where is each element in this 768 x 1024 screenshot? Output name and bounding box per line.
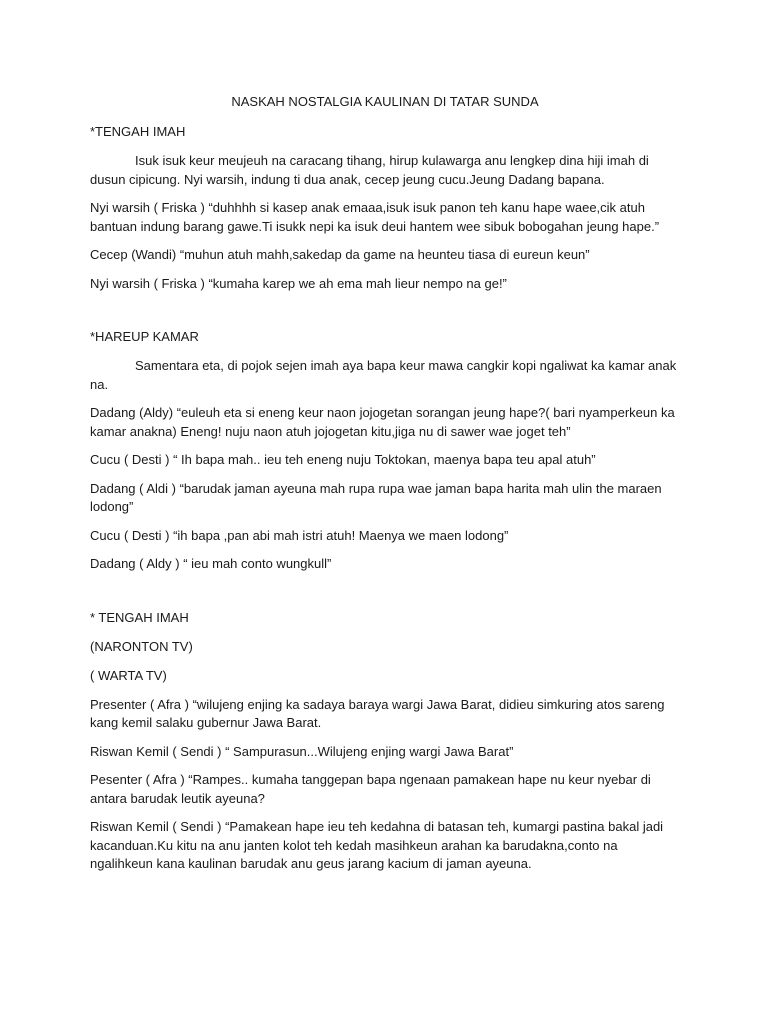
dialogue-line: Riswan Kemil ( Sendi ) “ Sampurasun...Wilujeng enjing wargi Jawa Barat” — [90, 743, 514, 759]
dialogue-line: Nyi warsih ( Friska ) “duhhhh si kasep anak emaaa,isuk isuk panon teh kanu hape waee,cik atuh bantuan indung barang gawe.Ti isukk nepi ka isuk deui hantem wee sibuk bobogahan jeung hape.” — [90, 200, 660, 234]
scene-heading-hareup-kamar: *HAREUP KAMAR — [90, 329, 199, 344]
scene-narration: Samentara eta, di pojok sejen imah aya bapa keur mawa cangkir kopi ngaliwat ka kamar anak na. — [90, 358, 677, 392]
document-title: NASKAH NOSTALGIA KAULINAN DI TATAR SUNDA — [231, 94, 539, 109]
scene-heading-tengah-imah-2: * TENGAH IMAH — [90, 609, 189, 625]
dialogue-line: Dadang (Aldy) “euleuh eta si eneng keur naon jojogetan sorangan jeung hape?( bari nyamperkeun ka kamar anakna) Eneng! nuju naon atuh jojogetan kitu,jiga nu di sawer wae joget teh” — [90, 405, 675, 439]
dialogue-line: Cecep (Wandi) “muhun atuh mahh,sakedap da game na heunteu tiasa di eureun keun” — [90, 247, 590, 262]
stage-direction: ( WARTA TV) — [90, 667, 167, 683]
dialogue-line: Pesenter ( Afra ) “Rampes.. kumaha tanggepan bapa ngenaan pamakean hape nu keur nyebar di antara barudak leutik ayeuna? — [90, 772, 651, 806]
section-spacer — [90, 584, 680, 609]
document-body — [90, 93, 680, 884]
dialogue-line: Dadang ( Aldy ) “ ieu mah conto wungkull” — [90, 556, 332, 571]
section-spacer — [90, 303, 680, 328]
scene-heading-tengah-imah: *TENGAH IMAH — [90, 124, 186, 139]
dialogue-line: Presenter ( Afra ) “wilujeng enjing ka sadaya baraya wargi Jawa Barat, didieu simkuring atos sareng kang kemil salaku gubernur Jawa Barat. — [90, 696, 665, 730]
dialogue-line: Cucu ( Desti ) “ih bapa ,pan abi mah istri atuh! Maenya we maen lodong” — [90, 527, 509, 543]
dialogue-line: Cucu ( Desti ) “ Ih bapa mah.. ieu teh eneng nuju Toktokan, maenya bapa teu apal atuh” — [90, 452, 596, 467]
dialogue-line: Nyi warsih ( Friska ) “kumaha karep we ah ema mah lieur nempo na ge!” — [90, 275, 507, 291]
dialogue-line: Riswan Kemil ( Sendi ) “Pamakean hape ieu teh kedahna di batasan teh, kumargi pastina bakal jadi kacanduan.Ku kitu na anu janten kolot teh kedah masihkeun arahan ka barudakna,conto na ngalihkeun kana kaulinan barudak anu geus jarang kacium di jaman ayeuna. — [90, 819, 664, 871]
dialogue-line: Dadang ( Aldi ) “barudak jaman ayeuna mah rupa rupa wae jaman bapa harita mah ulin the maraen lodong” — [90, 480, 662, 514]
scene-narration: Isuk isuk keur meujeuh na caracang tihang, hirup kulawarga anu lengkep dina hiji imah di dusun cipicung. Nyi warsih, indung ti dua anak, cecep jeung cucu.Jeung Dadang bapana. — [90, 153, 649, 187]
stage-direction: (NARONTON TV) — [90, 638, 193, 654]
